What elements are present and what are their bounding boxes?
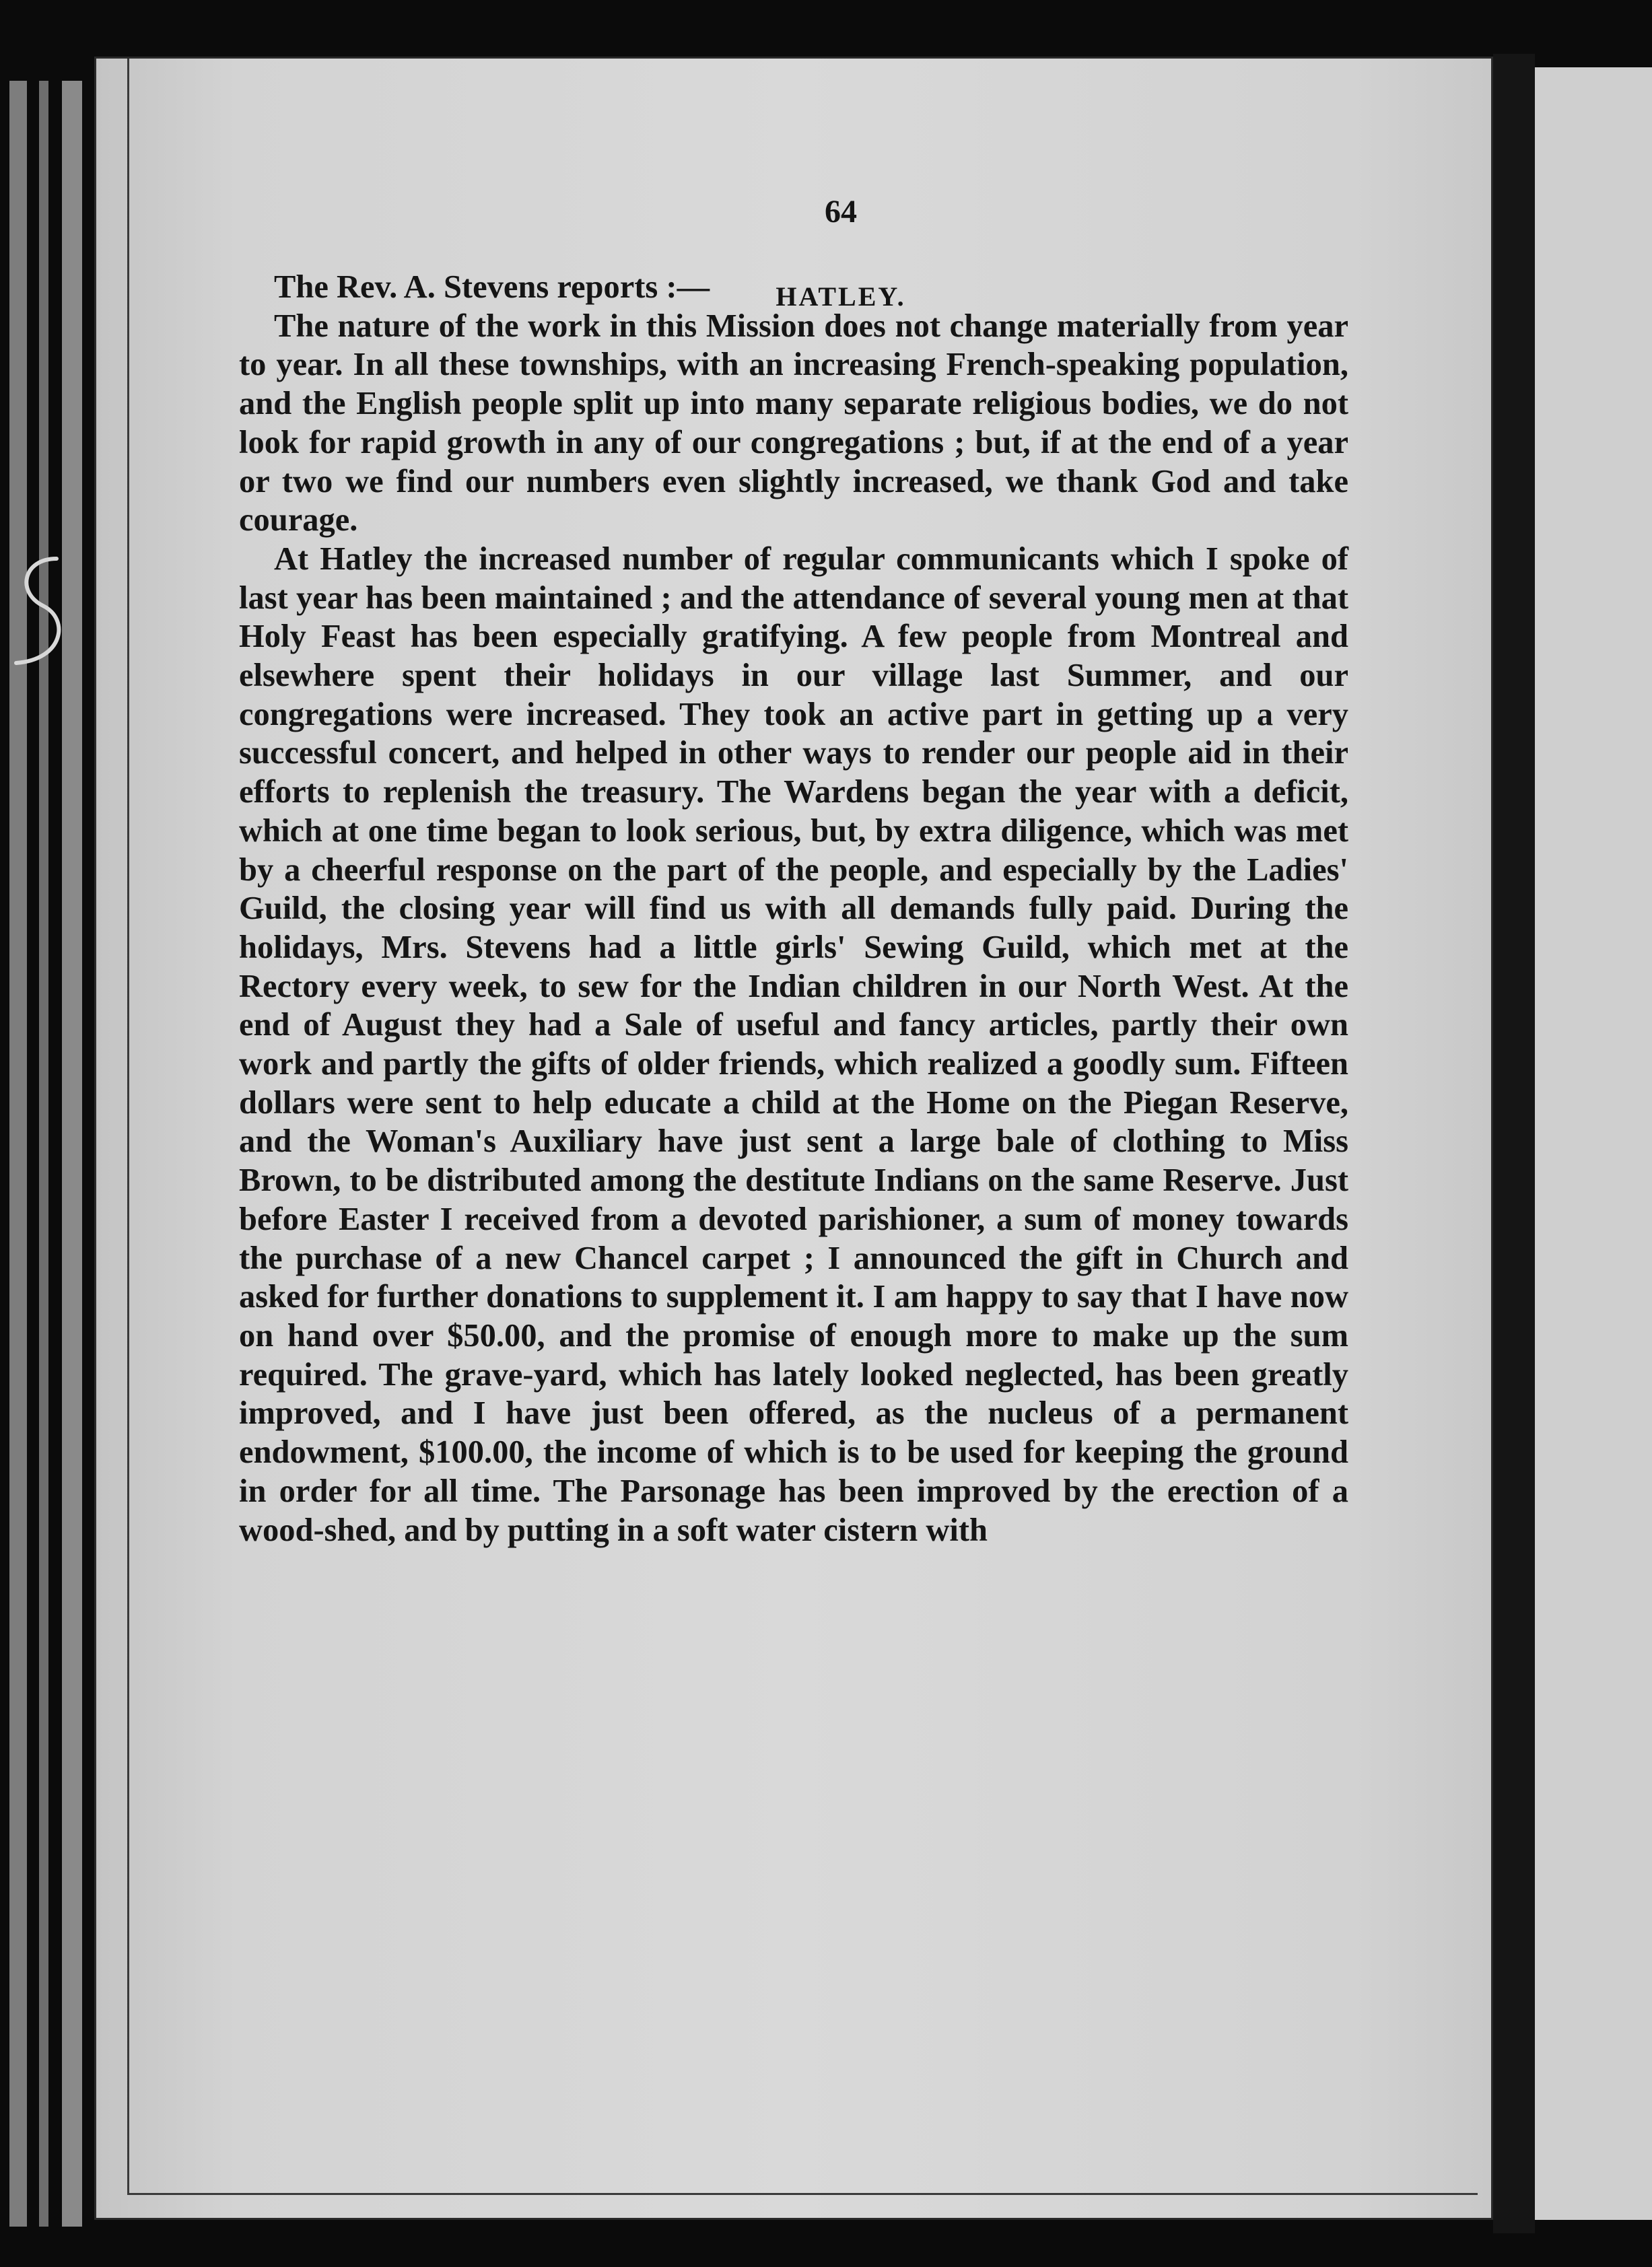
binding-strip: [39, 81, 48, 2227]
facing-page: [1535, 67, 1652, 2220]
report-intro: The Rev. A. Stevens reports :—: [274, 269, 710, 305]
section-title: HATLEY.: [776, 281, 906, 312]
page-number: 64: [825, 194, 857, 230]
page-gutter: [1493, 54, 1535, 2233]
report-paragraph: At Hatley the increased number of regular communicants which I spoke of last year has been maintained ; and the attendance of several young men at that Holy Feast has been especially gratifying. A few people from Montreal and elsewhere spent their holidays in our village last Summer, and our congregations were increased. They took an active part in getting up a very successful concert, and helped in other ways to render our people aid in their efforts to replenish the treasury. The Wardens began the year with a deficit, which at one time began to look serious, but, by extra diligence, which was met by a cheerful response on the part of the people, and especially by the Ladies' Guild, the closing year will find us with all demands fully paid. During the holidays, Mrs. Stevens had a little girls' Sewing Guild, which met at the Rectory every week, to sew for the Indian children in our North West. At the end of August they had a Sale of useful and fancy articles, partly their own work and partly the gifts of older friends, which realized a goodly sum. Fifteen dollars were sent to help educate a child at the Home on the Piegan Reserve, and the Woman's Auxiliary have just sent a large bale of clothing to Miss Brown, to be distributed among the destitute Indians on the same Reserve. Just before Easter I received from a devoted parishioner, a sum of money towards the purchase of a new Chancel carpet ; I announced the gift in Church and asked for further donations to supplement it. I am happy to say that I have now on hand over $50.00, and the promise of enough more to make up the sum required. The grave-yard, which has lately looked neglected, has been greatly improved, and I have just been offered, as the nucleus of a permanent endowment, $100.00, the income of which is to be used for keeping the ground in order for all time. The Parsonage has been improved by the erection of a wood-shed, and by putting in a soft water cistern with: [239, 540, 1348, 1548]
binding-strip: [62, 81, 82, 2227]
report-body: [239, 268, 1348, 1549]
binding-strip: [9, 81, 27, 2227]
margin-mark-icon: [3, 552, 83, 673]
report-paragraph: The nature of the work in this Mission does not change materially from year to year. In all these townships, with an increasing French-speaking population, and the English people split up into many separate religious bodies, we do not look for rapid growth in any of our congregations ; but, if at the end of a year or two we find our numbers even slightly increased, we thank God and take courage.: [239, 308, 1348, 538]
